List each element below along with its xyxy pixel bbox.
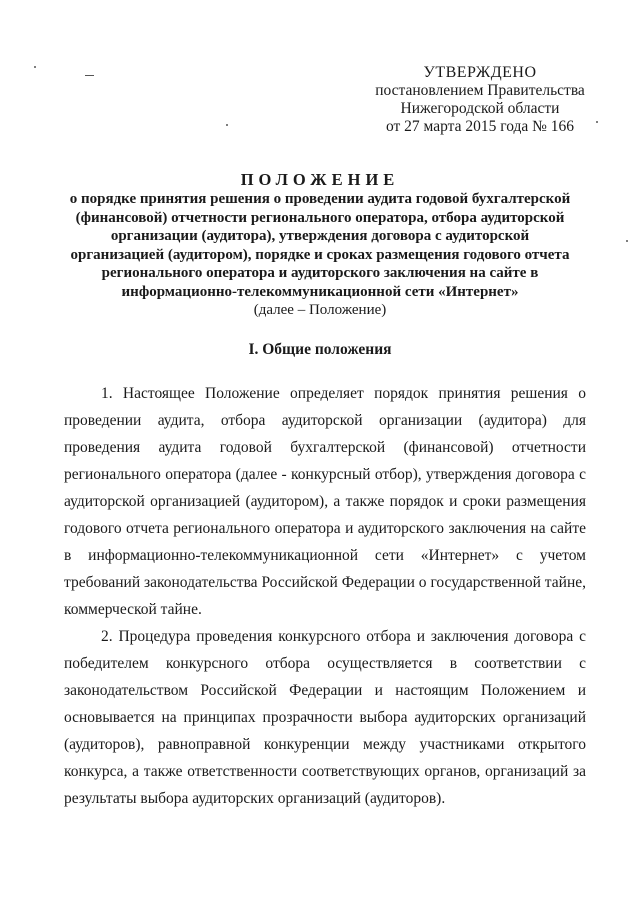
approval-stamp-block <box>360 64 600 136</box>
paragraph-line: 1. Настоящее Положение определяет порядок принятия решения о <box>101 385 586 402</box>
paragraph-line: проведении аудита, отбора аудиторской организации (аудитора) для <box>64 412 586 429</box>
paragraph-line: регионального оператора (далее - конкурсный отбор), утверждения договора с <box>64 466 586 483</box>
paragraph-line: законодательством Российской Федерации и настоящим Положением и <box>64 682 586 699</box>
approval-line: Нижегородской области <box>400 100 560 117</box>
document-subtitle <box>40 190 600 301</box>
approval-heading: УТВЕРЖДЕНО <box>423 64 537 81</box>
section-heading: I. Общие положения <box>248 341 392 358</box>
paragraph <box>64 623 586 812</box>
subtitle-line: (финансовой) отчетности регионального оператора, отбора аудиторской <box>75 209 565 226</box>
approval-line: постановлением Правительства <box>375 82 585 99</box>
approval-line: от 27 марта 2015 года № 166 <box>385 118 575 135</box>
paragraph-line: победителем конкурсного отбора осуществляется в соответствии с <box>64 655 586 672</box>
paragraph-line: конкурса, а также ответственности соответствующих органов, организаций за <box>64 763 586 780</box>
paragraph-line: коммерческой тайне. <box>64 601 202 618</box>
paragraph-line: основывается на принципах прозрачности выбора аудиторских организаций <box>64 709 586 726</box>
subtitle-line: о порядке принятия решения о проведении аудита годовой бухгалтерской <box>69 191 571 207</box>
document-title-note: (далее – Положение) <box>253 302 387 318</box>
subtitle-line: регионального оператора и аудиторского заключения на сайте в <box>101 265 539 281</box>
paragraph <box>64 380 586 623</box>
scan-speck <box>85 75 94 76</box>
scan-speck <box>34 66 36 68</box>
document-title: ПОЛОЖЕНИЕ <box>240 170 400 189</box>
document-body <box>64 380 586 812</box>
document-title-block <box>40 170 600 320</box>
scan-speck <box>626 240 628 242</box>
subtitle-line: информационно-телекоммуникационной сети «Интернет» <box>121 283 519 300</box>
subtitle-line: организацией (аудитором), порядке и сроках размещения годового отчета <box>70 246 570 263</box>
scan-speck <box>226 124 228 126</box>
paragraph-line: аудиторской организацией (аудитором), а также порядок и сроки размещения <box>64 493 586 510</box>
paragraph-line: в информационно-телекоммуникационной сети «Интернет» с учетом <box>64 547 586 564</box>
paragraph-line: результаты выбора аудиторских организаций (аудиторов). <box>64 790 446 807</box>
paragraph-line: 2. Процедура проведения конкурсного отбора и заключения договора с <box>101 628 586 645</box>
subtitle-line: организации (аудитора), утверждения договора с аудиторской <box>110 228 530 244</box>
paragraph-line: (аудиторов), равноправной конкуренции между участниками открытого <box>64 736 586 753</box>
paragraph-line: проведения аудита годовой бухгалтерской (финансовой) отчетности <box>64 439 586 456</box>
paragraph-line: требований законодательства Российской Федерации о государственной тайне, <box>64 574 586 591</box>
paragraph-line: годового отчета регионального оператора и аудиторского заключения на сайте <box>64 520 586 537</box>
